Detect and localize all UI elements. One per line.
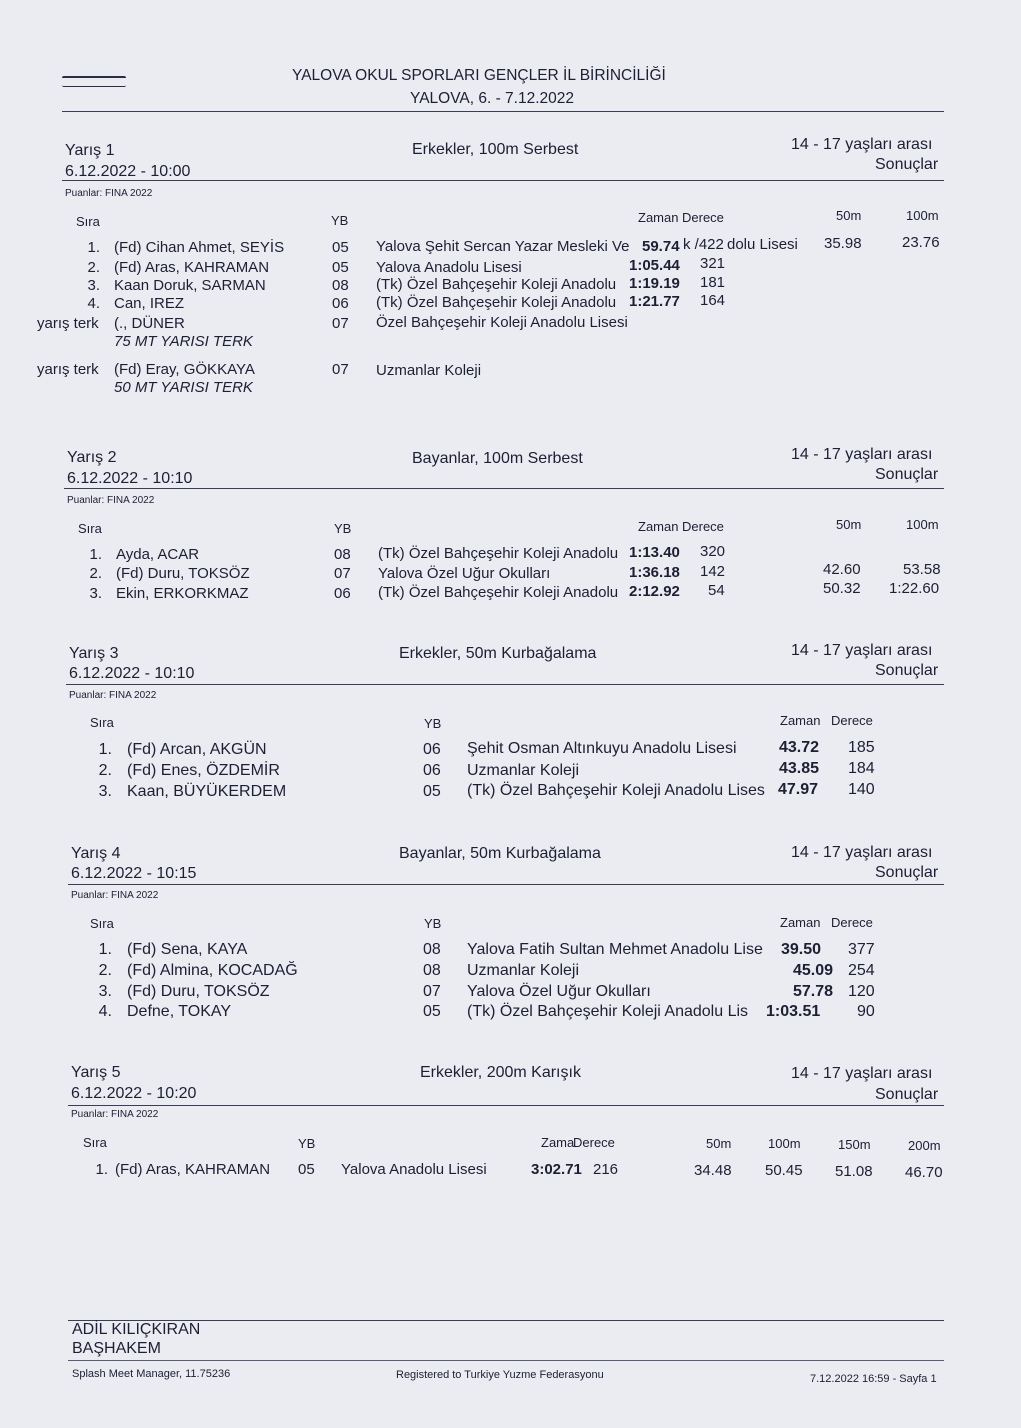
row-club: Yalova Anadolu Lisesi [376,259,522,276]
row-points: k /422 [683,236,724,253]
row-club: Yalova Anadolu Lisesi [341,1161,487,1178]
row-rank: 1. [95,1161,108,1178]
row-swimmer: (Fd) Sena, KAYA [127,941,248,958]
row-yb: 07 [423,983,441,1000]
row-yb: 06 [423,762,441,779]
col-time: Zaman [638,210,679,225]
col-split-50: 50m [836,517,862,532]
race-datetime: 6.12.2022 - 10:15 [71,865,197,882]
col-split-100: 100m [768,1136,801,1151]
race-age-group: 14 - 17 yaşları arası [791,642,933,659]
col-yb: YB [334,521,352,536]
row-points: 321 [700,255,726,272]
row-rank: yarış terk [37,315,99,332]
row-time: 59.74 [642,238,680,255]
row-yb: 05 [332,259,349,276]
race-event: Erkekler, 200m Karışık [420,1064,581,1081]
race-divider [68,884,944,885]
race-divider [66,684,944,685]
row-split-50: 35.98 [824,235,862,252]
race-results-label: Sonuçlar [875,662,939,679]
col-points: Derece [573,1135,615,1150]
race-results-label: Sonuçlar [875,864,939,881]
col-points: Derece [682,210,724,225]
col-yb: YB [424,716,442,731]
points-system: Puanlar: FINA 2022 [71,1109,159,1120]
col-rank: Sıra [76,214,100,229]
race-age-group: 14 - 17 yaşları arası [791,1065,933,1082]
row-club: (Tk) Özel Bahçeşehir Koleji Anadolu Lises [467,782,765,799]
row-rank: 1. [87,239,100,256]
row-yb: 06 [423,741,441,758]
col-split-50: 50m [706,1136,732,1151]
row-swimmer: Kaan Doruk, SARMAN [114,277,266,294]
row-yb: 05 [423,783,441,800]
points-system: Puanlar: FINA 2022 [71,890,159,901]
row-club: Yalova Fatih Sultan Mehmet Anadolu Lise [467,941,763,958]
race-event: Erkekler, 100m Serbest [412,141,579,158]
row-club: Özel Bahçeşehir Koleji Anadolu Lisesi [376,314,628,331]
race-event: Erkekler, 50m Kurbağalama [399,645,597,662]
logo-mark [62,76,126,87]
row-swimmer: (Fd) Aras, KAHRAMAN [114,259,270,276]
row-time: 3:02.71 [531,1161,582,1178]
row-points: 142 [700,563,726,580]
row-time: 1:19.19 [629,275,680,292]
row-club: Yalova Şehit Sercan Yazar Mesleki Ve [376,238,630,255]
race-results-label: Sonuçlar [875,466,939,483]
row-rank: 4. [87,295,100,312]
col-rank: Sıra [78,521,102,536]
race-age-group: 14 - 17 yaşları arası [791,446,933,463]
registration-note: Registered to Turkiye Yuzme Federasyonu [396,1369,604,1381]
row-yb: 06 [332,295,349,312]
row-swimmer: (Fd) Duru, TOKSÖZ [127,983,270,1000]
row-time: 1:03.51 [766,1003,821,1020]
row-split-100: 53.58 [903,561,941,578]
row-yb: 05 [423,1003,441,1020]
col-rank: Sıra [83,1135,107,1150]
row-club: Yalova Özel Uğur Okulları [378,565,551,582]
row-swimmer: Defne, TOKAY [127,1003,232,1020]
row-rank: yarış terk [37,361,99,378]
col-split-50: 50m [836,208,862,223]
row-rank: 2. [98,962,112,979]
row-time: 1:13.40 [629,544,680,561]
row-rank: 4. [98,1003,112,1020]
points-system: Puanlar: FINA 2022 [65,188,153,199]
row-yb: 07 [332,315,349,332]
row-time: 43.72 [779,739,820,756]
race-datetime: 6.12.2022 - 10:20 [71,1085,197,1102]
col-split-100: 100m [906,517,939,532]
row-swimmer: Ekin, ERKORKMAZ [116,585,249,602]
row-club: (Tk) Özel Bahçeşehir Koleji Anadolu [376,276,617,293]
row-points: 54 [708,582,725,599]
row-rank: 1. [98,741,112,758]
row-points: 90 [857,1003,875,1020]
col-time: Zama [541,1135,575,1150]
row-split-100: 23.76 [902,234,940,251]
row-rank: 3. [89,585,102,602]
race-divider [62,180,944,181]
race-datetime: 6.12.2022 - 10:10 [69,665,195,682]
row-yb: 08 [332,277,349,294]
row-points: 120 [848,983,875,1000]
row-points: 377 [848,941,875,958]
row-rank: 2. [89,565,102,582]
row-swimmer: (., DÜNER [114,315,185,332]
row-split-100: 50.45 [765,1162,803,1179]
col-yb: YB [424,916,442,931]
footer-bottom-divider [68,1360,944,1361]
row-club: Uzmanlar Koleji [467,762,580,779]
race-event: Bayanlar, 100m Serbest [412,450,583,467]
row-points: 216 [593,1161,619,1178]
page-title: YALOVA OKUL SPORLARI GENÇLER İL BİRİNCİLİĞİ [292,67,666,84]
row-swimmer: Kaan, BÜYÜKERDEM [127,783,287,800]
row-club: Yalova Özel Uğur Okulları [467,983,651,1000]
row-club: (Tk) Özel Bahçeşehir Koleji Anadolu [376,294,617,311]
race-divider [68,1105,944,1106]
row-club: (Tk) Özel Bahçeşehir Koleji Anadolu Lis [467,1003,749,1020]
col-points: Derece [831,915,873,930]
race-age-group: 14 - 17 yaşları arası [791,136,933,153]
row-time: 43.85 [779,760,820,777]
page-subtitle: YALOVA, 6. - 7.12.2022 [410,90,574,107]
race-age-group: 14 - 17 yaşları arası [791,844,933,861]
row-points: 185 [848,739,875,756]
row-split-200: 46.70 [905,1164,943,1181]
col-rank: Sıra [90,916,114,931]
row-note: 50 MT YARISI TERK [114,379,253,396]
row-split-50: 50.32 [823,580,861,597]
row-yb: 06 [334,585,351,602]
row-swimmer: (Fd) Almina, KOCADAĞ [127,962,298,979]
row-rank: 2. [87,259,100,276]
col-points: Derece [682,519,724,534]
row-yb: 05 [298,1161,315,1178]
col-split-100: 100m [906,208,939,223]
row-points: 320 [700,543,726,560]
race-results-label: Sonuçlar [875,156,939,173]
row-swimmer: (Fd) Eray, GÖKKAYA [114,361,255,378]
row-yb: 07 [334,565,351,582]
row-swimmer: (Fd) Arcan, AKGÜN [127,741,267,758]
points-system: Puanlar: FINA 2022 [67,495,155,506]
col-yb: YB [331,213,349,228]
race-datetime: 6.12.2022 - 10:00 [65,163,191,180]
row-note: 75 MT YARISI TERK [114,333,253,350]
row-time: 1:36.18 [629,564,680,581]
row-yb: 08 [423,941,441,958]
row-rank: 1. [98,941,112,958]
row-rank: 3. [87,277,100,294]
race-number: Yarış 3 [69,645,119,662]
row-rank: 1. [89,546,102,563]
row-yb: 08 [334,546,351,563]
header-divider [62,111,944,112]
race-number: Yarış 4 [71,845,121,862]
race-event: Bayanlar, 50m Kurbağalama [399,845,601,862]
row-points: 254 [848,962,875,979]
col-points: Derece [831,713,873,728]
row-time: 1:21.77 [629,293,680,310]
col-time: Zaman [780,915,821,930]
row-swimmer: (Fd) Enes, ÖZDEMİR [127,762,280,779]
row-points: 181 [700,274,726,291]
col-time: Zaman [780,713,821,728]
race-number: Yarış 5 [71,1064,121,1081]
points-system: Puanlar: FINA 2022 [69,690,157,701]
row-time: 57.78 [793,983,834,1000]
row-rank: 3. [98,783,112,800]
row-points: 140 [848,781,875,798]
row-yb: 05 [332,239,349,256]
row-split-50: 42.60 [823,561,861,578]
row-swimmer: (Fd) Cihan Ahmet, SEYİS [114,239,285,256]
referee-title: BAŞHAKEM [72,1340,161,1357]
row-swimmer: Can, IREZ [114,295,185,312]
row-yb: 08 [423,962,441,979]
row-club: Şehit Osman Altınkuyu Anadolu Lisesi [467,740,737,757]
row-rank: 3. [98,983,112,1000]
col-split-200: 200m [908,1138,941,1153]
row-club: Uzmanlar Koleji [467,962,580,979]
row-split-100: 1:22.60 [889,580,940,597]
race-number: Yarış 1 [65,142,115,159]
row-swimmer: (Fd) Aras, KAHRAMAN [115,1161,271,1178]
row-time: 45.09 [793,962,834,979]
race-divider [64,488,944,489]
print-timestamp: 7.12.2022 16:59 - Sayfa 1 [810,1373,937,1385]
race-results-label: Sonuçlar [875,1086,939,1103]
row-time: 39.50 [781,941,822,958]
row-points: 184 [848,760,875,777]
row-club: Uzmanlar Koleji [376,362,482,379]
row-split-50: 34.48 [694,1162,732,1179]
row-yb: 07 [332,361,349,378]
col-split-150: 150m [838,1137,871,1152]
referee-name: ADİL KILIÇKIRAN [72,1321,201,1338]
col-time: Zaman [638,519,679,534]
row-club-tail: dolu Lisesi [727,236,798,253]
row-club: (Tk) Özel Bahçeşehir Koleji Anadolu [378,545,619,562]
race-datetime: 6.12.2022 - 10:10 [67,470,193,487]
row-rank: 2. [98,762,112,779]
row-time: 1:05.44 [629,257,680,274]
row-split-150: 51.08 [835,1163,873,1180]
row-club: (Tk) Özel Bahçeşehir Koleji Anadolu [378,584,619,601]
row-time: 47.97 [778,781,819,798]
row-time: 2:12.92 [629,583,680,600]
row-swimmer: Ayda, ACAR [116,546,200,563]
row-points: 164 [700,292,726,309]
row-swimmer: (Fd) Duru, TOKSÖZ [116,565,250,582]
col-yb: YB [298,1136,316,1151]
race-number: Yarış 2 [67,449,117,466]
software-credit: Splash Meet Manager, 11.75236 [72,1368,231,1380]
col-rank: Sıra [90,715,114,730]
